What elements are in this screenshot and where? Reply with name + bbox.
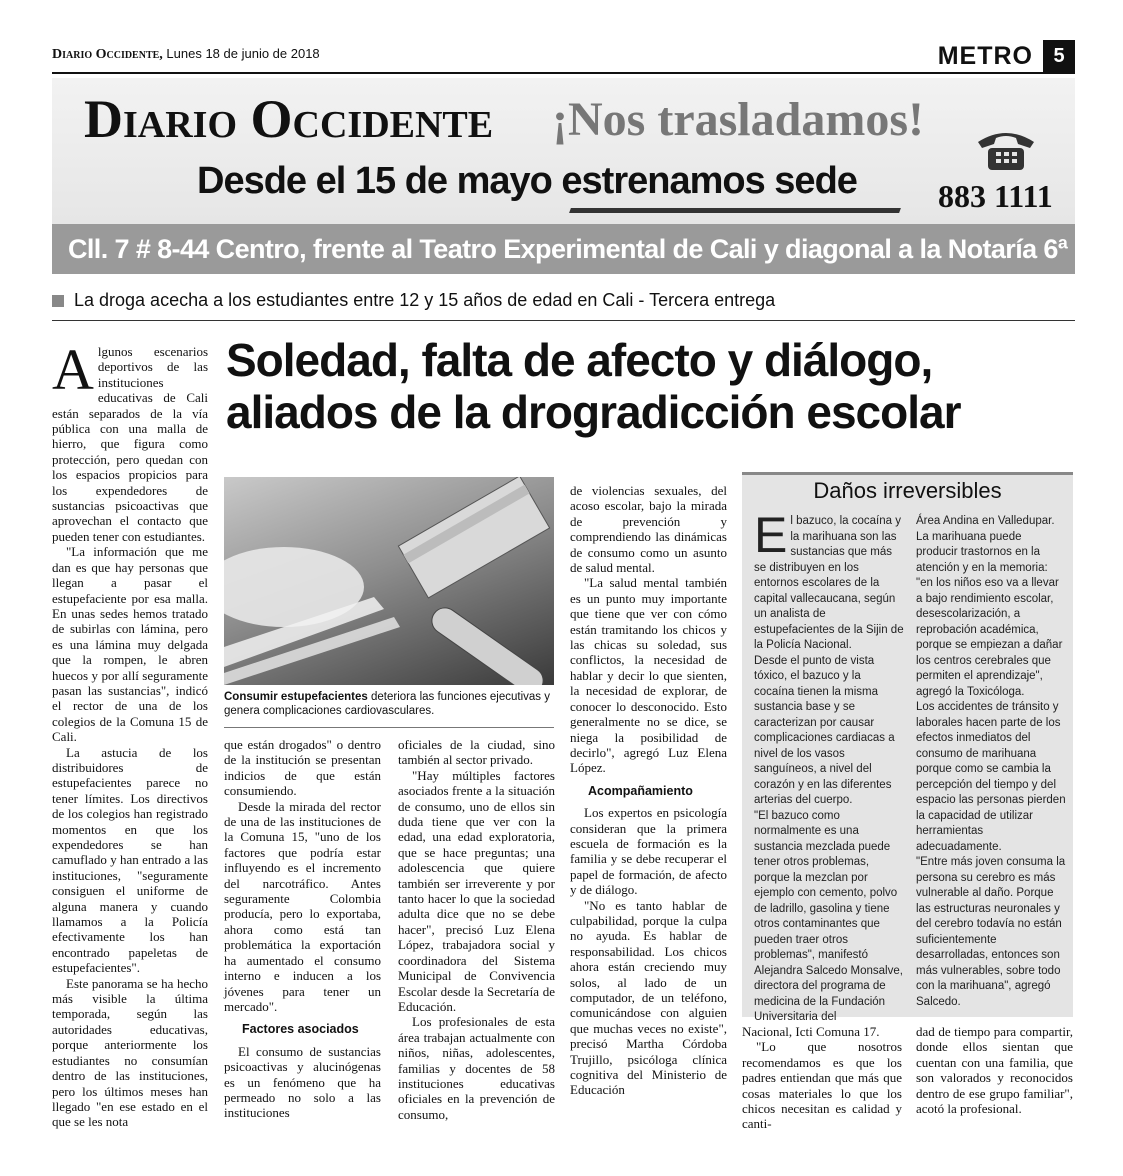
drugs-photo <box>224 477 554 685</box>
sidebar-column-1 <box>754 507 904 1026</box>
sidebar-paragraph: Desde el punto de vista tóxico, el bazuco y la cocaína tienen la misma sustancia base y se caracterizan por causar complicaciones cardiacas a nivel de los vasos sanguíneos, a nivel del corazón y en las diferentes arterias del cuerpo. <box>754 654 895 806</box>
article-paragraph: La astucia de los distribuidores de estupefacientes parece no tener límites. Los directivos de los colegios han registrado momentos en que los expendedores se han camuflado y han entrado a las instituciones, "seguramente consiguen el uniforme de alguna manera y cuando llamamos a la Policía efectivamente los han encontrado papeletas de estupefacientes". <box>52 744 208 976</box>
article-column-4 <box>570 483 727 1098</box>
kicker-text: La droga acecha a los estudiantes entre 12 y 15 años de edad en Cali - Tercera entrega <box>74 290 776 310</box>
caption-text: deteriora las funciones ejecutivas y genera complicaciones cardiovasculares. <box>224 691 550 717</box>
sidebar-paragraph <box>754 507 904 654</box>
photo-caption <box>224 690 556 718</box>
sidebar-paragraph: "El bazuco como normalmente es una sustancia mezclada puede tener otros problemas, porque la mezclan por ejemplo con cemento, polvo de ladrillo, gasolina y tiene otros contaminantes que pueden traer otros problemas", manifestó Alejandra Salcedo Monsalve, directora del programa de medicina de la Fundación Universitaria del <box>754 809 903 1023</box>
kicker-rule <box>52 320 1075 321</box>
article-column-5 <box>742 1024 902 1132</box>
sidebar-title: Daños irreversibles <box>813 478 1002 503</box>
newspaper-name: Diario Occidente, <box>52 47 163 62</box>
ad-logo: Diario Occidente <box>84 89 494 149</box>
sidebar-paragraph: Área Andina en Valledupar. <box>916 515 1055 527</box>
relocation-ad <box>52 78 1075 224</box>
article-paragraph: "Lo que nosotros recomendamos es que los padres entiendan que más que cosas materiales lo que los chicos necesitan es calidad y canti- <box>742 1039 902 1132</box>
section-name: METRO <box>937 41 1033 70</box>
page-header-info <box>52 46 320 63</box>
article-paragraph: Nacional, Icti Comuna 17. <box>742 1024 880 1039</box>
article-paragraph <box>52 337 208 544</box>
sidebar-paragraph: "Entre más joven consuma la persona su cerebro es más vulnerable al daño. Porque las estructuras neuronales y del cerebro todavía no están suficientemente desarrolladas, entonces son más vulnerables, sobre todo con la marihuana", agregó Salcedo. <box>916 856 1066 1008</box>
article-column-6 <box>916 1024 1073 1116</box>
article-paragraph: "Hay múltiples factores asociados frente a la situación de consumo, uno de ellos sin duda tiene que ver con la edad, una edad exploratoria, que se hace preguntas; una adolescencia que quiere también ser irreverente y por tanto hacer lo que la sociedad adulta dice que no se debe hacer", precisó Luz Elena López, trabajadora social y coordinadora del Sistema Municipal de Convivencia Escolar desde la Secretaría de Educación. <box>398 767 555 1014</box>
issue-date: Lunes 18 de junio de 2018 <box>166 46 320 61</box>
caption-rule <box>224 727 554 728</box>
headline-line-1: Soledad, falta de afecto y diálogo, <box>226 334 933 386</box>
article-paragraph: Los profesionales de esta área trabajan actualmente con niños, niñas, adolescentes, familias y docentes de 58 instituciones educativas oficiales en la prevención de consumo, <box>398 1014 555 1122</box>
ad-slogan: ¡Nos trasladamos! <box>552 93 924 146</box>
sidebar-drop-cap: E <box>754 507 788 563</box>
headline-line-2: aliados de la drogradicción escolar <box>226 386 961 438</box>
article-paragraph: oficiales de la ciudad, sino también al sector privado. <box>398 737 555 768</box>
photo-illustration <box>224 477 554 685</box>
ad-underline-swash <box>569 208 901 213</box>
ad-since: Desde el 15 de mayo estrenamos sede <box>197 160 857 202</box>
article-paragraph: Desde la mirada del rector de una de las instituciones de la Comuna 15, "uno de los factores que podría estar influyendo es el incremento del narcotráfico. Antes seguramente Colombia producía, pero lo exportaba, ahora como está tan problemática la exportación ha aumentado el consumo interno e inducen a los jóvenes para tener un mercado". <box>224 798 381 1014</box>
sidebar-column-2 <box>916 514 1066 1010</box>
sidebar-paragraph: La marihuana puede producir trastornos en la atención y en la memoria: "en los niños eso va a llevar a bajo rendimiento escolar, desescolarización, a reprobación académica, porque se empiezan a dañar los centros cerebrales que permiten el aprendizaje", agregó la Toxicóloga. <box>916 530 1063 698</box>
header-rule <box>52 72 1075 74</box>
article-headline <box>226 334 1086 438</box>
subheading: Factores asociados <box>242 1022 359 1037</box>
page-number: 5 <box>1043 40 1075 72</box>
article-column-3 <box>398 737 555 1122</box>
article-column-1 <box>52 337 208 1130</box>
article-paragraph: "La salud mental también es un punto muy importante que tiene que ver con cómo están tramitando los chicos y las chicas su soledad, sus conflictos, la necesidad de hablar y decir lo que sienten, la necesidad de explorar, de conocer lo desconocido. Esto generalmente no se dice, se niega la posibilidad de decirlo", agregó Luz Elena López. <box>570 575 727 776</box>
article-paragraph: Este panorama se ha hecho más visible la última temporada, según las autoridades educativas, porque anteriormente los estudiantes no consumían dentro de las instituciones, pero los últimos meses han llegado "en ese estado en el que se les nota <box>52 975 208 1130</box>
ad-address: Cll. 7 # 8-44 Centro, frente al Teatro Experimental de Cali y diagonal a la Notaría 6ª <box>52 224 1075 274</box>
section-header <box>938 40 1075 72</box>
sidebar-paragraph: Los accidentes de tránsito y laborales hacen parte de los efectos inmediatos del consumo de marihuana porque como se cambia la percepción del tiempo y del espacio las personas pierden la capacidad de utilizar herramientas adecuadamente. <box>916 701 1066 853</box>
caption-lead: Consumir estupefacientes <box>224 691 368 703</box>
ad-phone: 883 1111 <box>938 178 1053 214</box>
article-paragraph: que están drogados" o dentro de la institución se presentan indicios de que están consumiendo. <box>224 737 381 799</box>
article-paragraph: de violencias sexuales, del acoso escolar, bajo la mirada de prevención y comprendiendo las dinámicas de consumo como un asunto de salud mental. <box>570 483 727 576</box>
telephone-icon <box>974 128 1038 172</box>
paragraph-text: l bazuco, la cocaína y la marihuana son las sustancias que más se distribuyen en los entornos escolares de la capital vallecaucana, según un analista de estupefacientes de la Sijin de la Policía Nacional. <box>754 515 904 651</box>
kicker-square-icon <box>52 295 64 307</box>
article-kicker <box>52 290 775 311</box>
drop-cap: A <box>52 337 94 402</box>
article-column-2 <box>224 737 381 1121</box>
subheading: Acompañamiento <box>588 783 693 798</box>
article-paragraph: "La información que me dan es que hay personas que llegan a pasar el estupefaciente por esa malla. En unas sedes hemos tratado de subirlas con lámina, pero es una lámina muy delgada que la rompen, le abren huecos y por allí seguramente pasan las sustancias", indicó el rector de una de los colegios de la Comuna 15 de Cali. <box>52 544 208 745</box>
article-paragraph: "No es tanto hablar de culpabilidad, porque la culpa no ayuda. Es hablar de responsabilidad. Los chicos ahora están creciendo muy solos, al lado de un computador, de un teléfono, comunicándose con alguien que muchas veces no existe", precisó Martha Córdoba Trujillo, psicóloga clínica cognitiva del Ministerio de Educación <box>570 897 727 1098</box>
paragraph-text: lgunos escenarios deportivos de las instituciones educativas de Cali están separados de la vía pública con una malla de hierro, que figura como protección, pero quedan con los espacios propicios para los expendedores de sustancias psicoactivas que aprovechan el contacto que pueden tener con estudiantes. <box>52 344 208 544</box>
article-paragraph: El consumo de sustancias psicoactivas y alucinógenas es un fenómeno que ha permeado no solo a las instituciones <box>224 1043 381 1121</box>
article-paragraph: dad de tiempo para compartir, donde ellos sientan que cuentan con una familia, que son valorados y reconocidos dentro de ese grupo familiar", acotó la profesional. <box>916 1024 1073 1117</box>
article-paragraph: Los expertos en psicología consideran que la primera escuela de formación es la familia y se debe recuperar el papel de formación, de afecto y de diálogo. <box>570 805 727 898</box>
